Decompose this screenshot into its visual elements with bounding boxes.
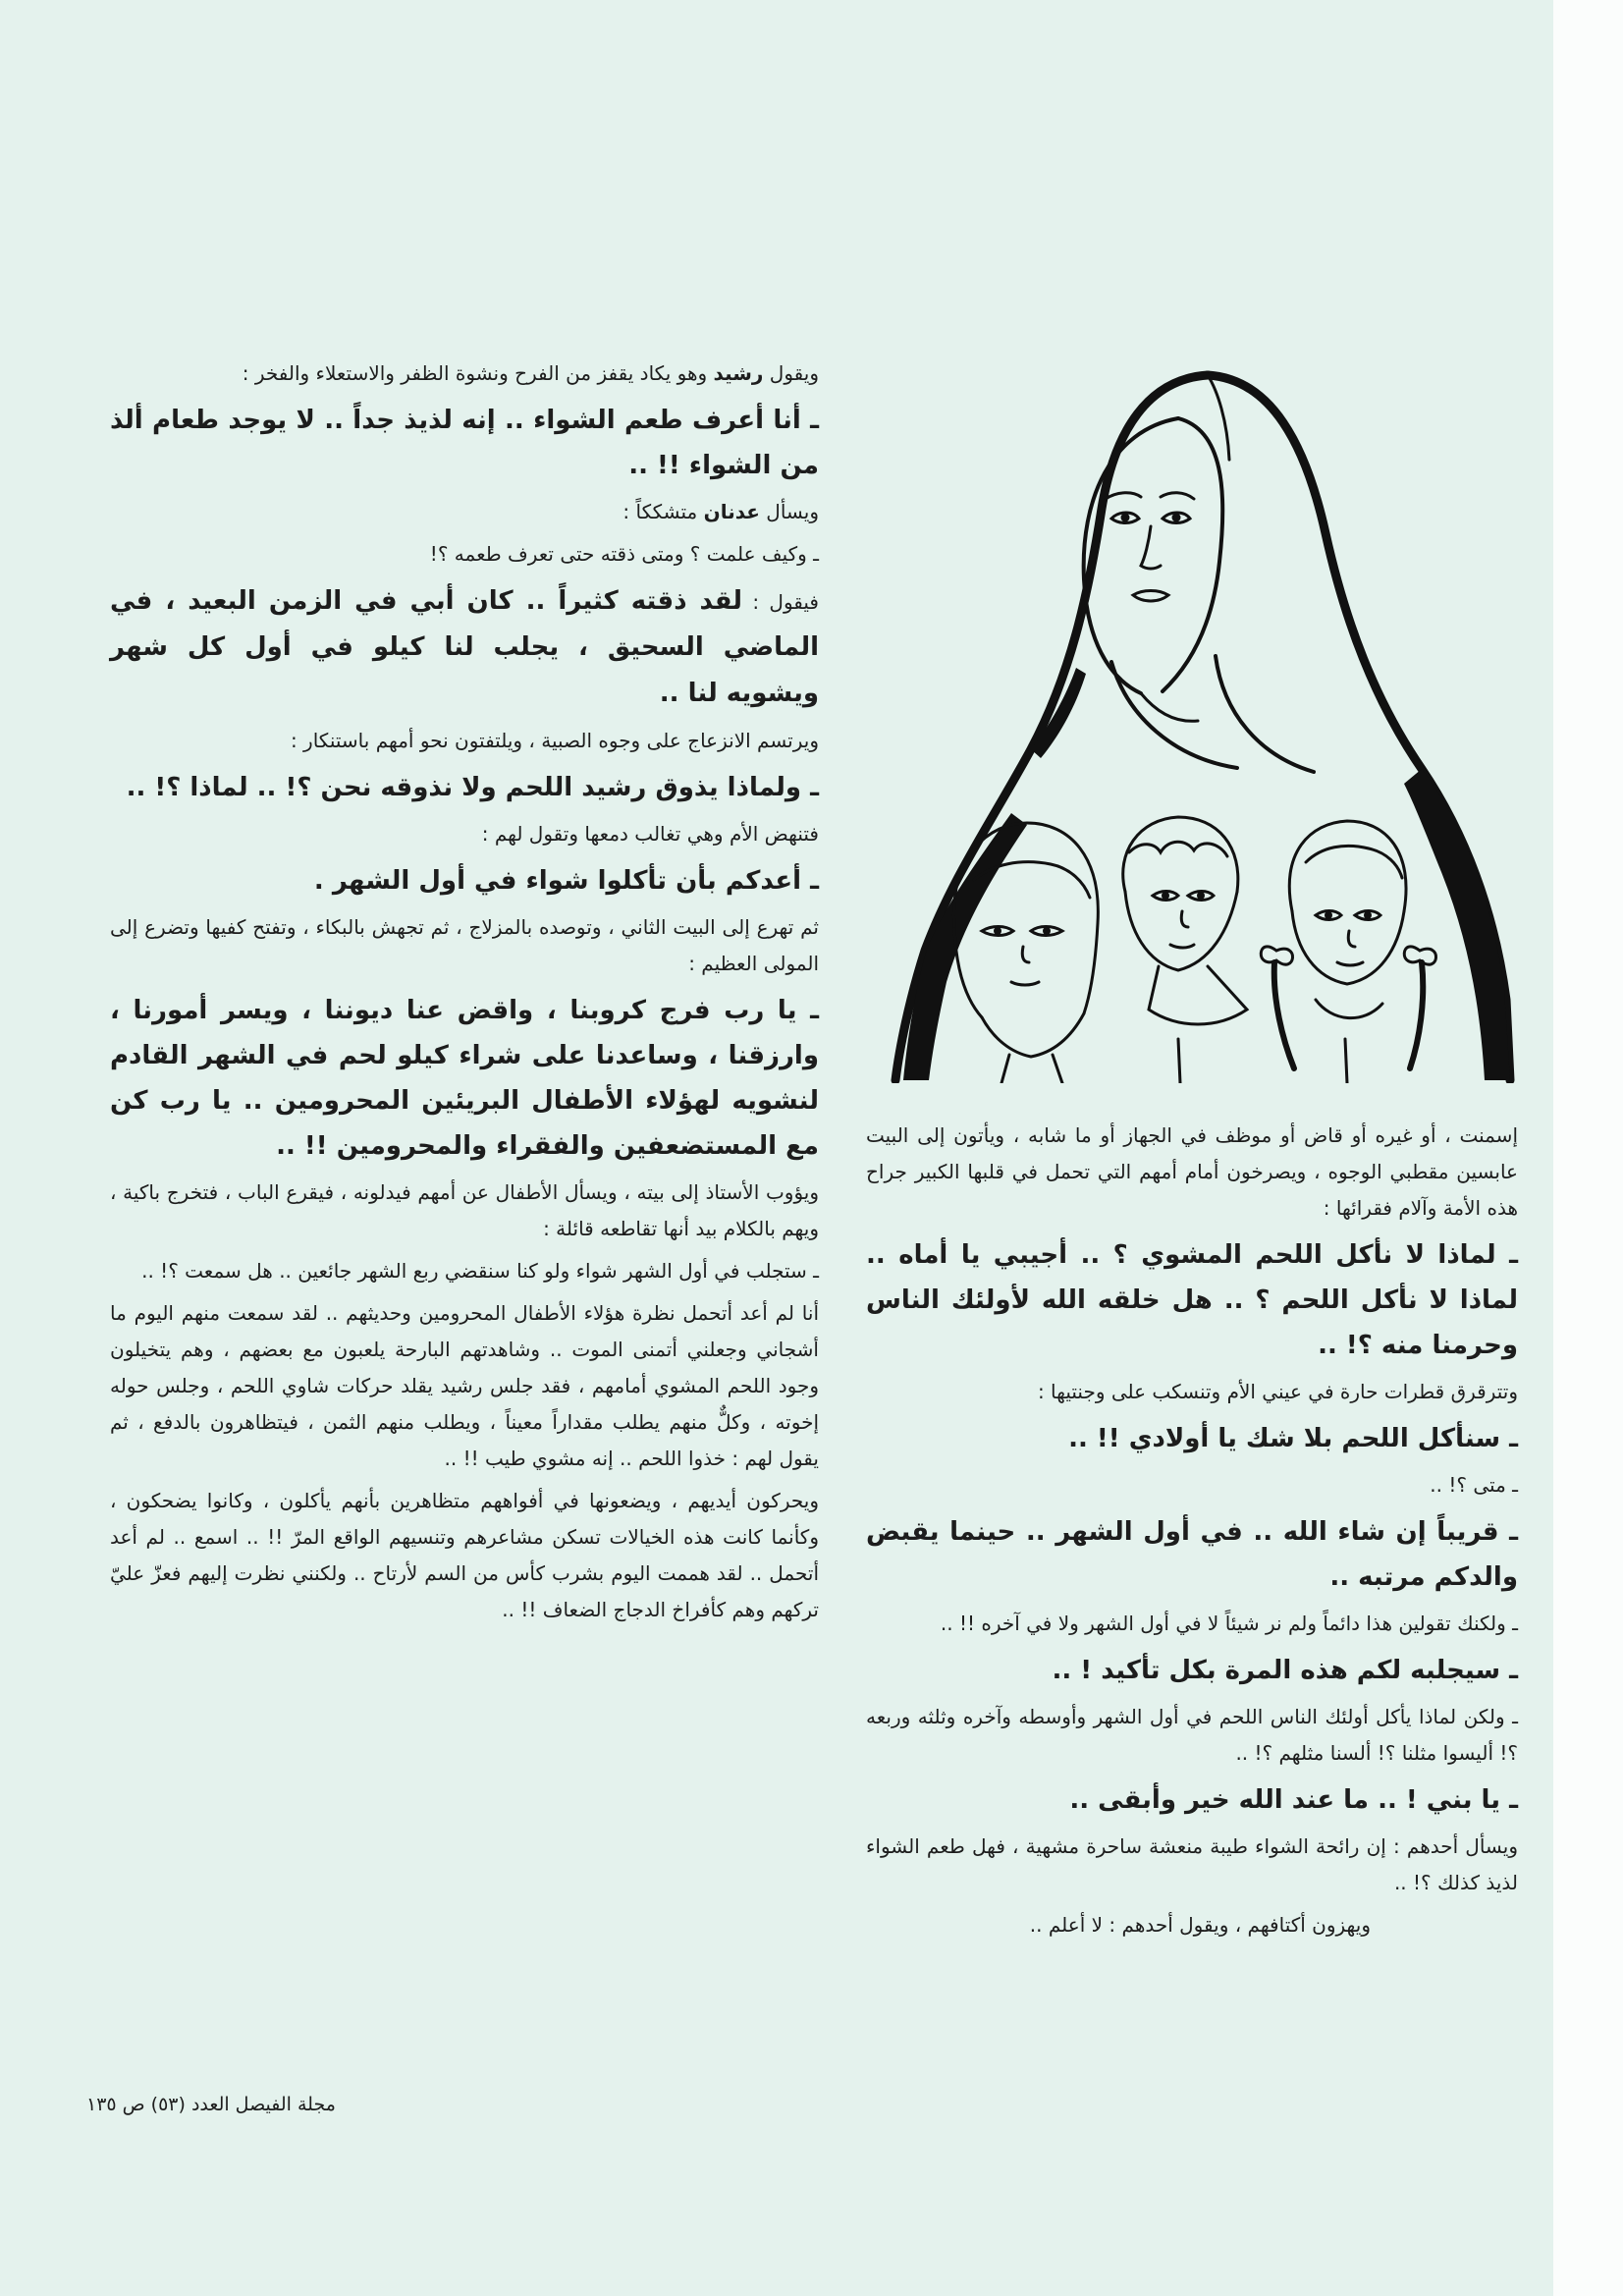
dialogue-line: ـ ولكن لماذا يأكل أولئك الناس اللحم في أول الشهر وأوسطه وآخره وثلثه وربعه ؟! أليسوا مثلنا ؟! ألسنا مثلهم ؟! .. <box>866 1705 1518 1765</box>
text-run: ويقول <box>763 361 819 385</box>
character-name: عدنان <box>703 500 760 523</box>
child-left <box>953 823 1098 1083</box>
text-run: فيقول : <box>742 590 819 614</box>
paragraph: ويحركون أيديهم ، ويضعونها في أفواههم متظاهرين بأنهم يأكلون ، وكانوا يضحكون ، وكأنما كانت هذه الخيالات تسكن مشاعرهم وتنسيهم الواقع المرّ !! .. اسمع .. لم أعد أتحمل .. لقد هممت اليوم بشرب كأس من السم لأرتاح .. ولكنني نظرت إليهم فعزّ عليّ تركهم وهم كأفراخ الدجاج الضعاف !! .. <box>110 1489 819 1621</box>
dialogue-run: لقد ذقته كثيراً .. كان أبي في الزمن البعيد ، في الماضي السحيق ، يجلب لنا كيلو في أول كل شهر ويشويه لنا .. <box>110 586 819 708</box>
paragraph <box>110 494 819 530</box>
dialogue-line: ـ ولكنك تقولين هذا دائماً ولم نر شيئاً لا في أول الشهر ولا في آخره !! .. <box>940 1612 1518 1635</box>
dialogue-line: ـ وكيف علمت ؟ ومتى ذقته حتى تعرف طعمه ؟! <box>429 542 819 566</box>
text-run: ويسأل <box>759 500 819 523</box>
dialogue-line: ـ سنأكل اللحم بلا شك يا أولادي !! .. <box>1068 1424 1518 1453</box>
paragraph: ويسأل أحدهم : إن رائحة الشواء طيبة منعشة ساحرة مشهية ، فهل طعم الشواء لذيذ كذلك ؟! .. <box>866 1834 1518 1894</box>
child-right <box>1261 821 1435 1083</box>
dialogue-line: ـ أعدكم بأن تأكلوا شواء في أول الشهر . <box>313 866 819 896</box>
dialogue-line: ـ لماذا لا نأكل اللحم المشوي ؟ .. أجيبي يا أماه .. لماذا لا نأكل اللحم ؟ .. هل خلقه الله لأولئك الناس وحرمنا منه ؟! .. <box>866 1240 1518 1360</box>
veil-outline <box>895 375 1510 1080</box>
dialogue-line: ـ يا بني ! .. ما عند الله خير وأبقى .. <box>1069 1785 1518 1815</box>
paragraph: إسمنت ، أو غيره أو قاض أو موظف في الجهاز أو ما شابه ، ويأتون إلى البيت عابسين مقطبي الوجوه ، ويصرخون أمام أمهم التي تحمل في قلبها الكبير جراح هذه الأمة وآلام فقرائها : <box>866 1123 1518 1220</box>
paragraph: وتترقرق قطرات حارة في عيني الأم وتنسكب على وجنتيها : <box>1037 1380 1518 1403</box>
dialogue-line: ـ أنا أعرف طعم الشواء .. إنه لذيذ جداً .. لا يوجد طعام ألذ من الشواء !! .. <box>110 406 819 480</box>
paragraph: فتنهض الأم وهي تغالب دمعها وتقول لهم : <box>481 822 819 846</box>
dialogue-line: ـ ولماذا يذوق رشيد اللحم ولا نذوقه نحن ؟! .. لماذا ؟! .. <box>126 773 819 802</box>
paragraph <box>110 355 819 392</box>
paragraph: أنا لم أعد أتحمل نظرة هؤلاء الأطفال المحرومين وحديثهم .. لقد سمعت منهم اليوم ما أشجاني وجعلني أتمنى الموت .. وشاهدتهم البارحة يلعبون مع بعضهم ، وهم يتخيلون وجود اللحم المشوي أمامهم ، فقد جلس رشيد يقلد حركات شاوي اللحم ، وجلس حوله إخوته ، وكلٌّ منهم يطلب مقداراً معيناً ، ويطلب منهم الثمن ، فيتظاهرون بالدفع ، ثم يقول لهم : خذوا اللحم .. إنه مشوي طيب !! .. <box>110 1301 819 1470</box>
paragraph: ويؤوب الأستاذ إلى بيته ، ويسأل الأطفال عن أمهم فيدلونه ، فيقرع الباب ، فتخرج باكية ، ويهم بالكلام بيد أنها تقاطعه قائلة : <box>110 1180 819 1240</box>
paragraph: ويرتسم الانزعاج على وجوه الصبية ، ويلتفتون نحو أمهم باستنكار : <box>290 729 819 752</box>
dialogue-line: ـ يا رب فرج كروبنا ، واقض عنا ديوننا ، ويسر أمورنا ، وارزقنا ، وساعدنا على شراء كيلو لحم في الشهر القادم لنشويه لهؤلاء الأطفال البريئين المحرومين .. يا رب كن مع المستضعفين والفقراء والمحرومين !! .. <box>110 996 819 1161</box>
mother-face <box>1106 493 1194 601</box>
text-run: وهو يكاد يقفز من الفرح ونشوة الظفر والاستعلاء والفخر : <box>242 361 714 385</box>
dialogue-line: ـ ستجلب في أول الشهر شواء ولو كنا سنقضي ربع الشهر جائعين .. هل سمعت ؟! .. <box>141 1259 819 1283</box>
left-column <box>110 355 819 1634</box>
character-name: رشيد <box>713 361 764 385</box>
paragraph: ويهزون أكتافهم ، ويقول أحدهم : لا أعلم .. <box>1029 1913 1371 1937</box>
dialogue-line: ـ سيجلبه لكم هذه المرة بكل تأكيد ! .. <box>1052 1656 1518 1685</box>
mother-children-illustration <box>884 361 1517 1083</box>
right-column <box>866 1118 1518 1949</box>
page-footer-citation: مجلة الفيصل العدد (٥٣) ص ١٣٥ <box>86 2094 336 2115</box>
paragraph <box>110 578 819 717</box>
dialogue-line: ـ متى ؟! .. <box>1430 1473 1518 1497</box>
text-run: متشككاً : <box>622 500 704 523</box>
dialogue-line: ـ قريباً إن شاء الله .. في أول الشهر .. حينما يقبض والدكم مرتبه .. <box>866 1517 1518 1592</box>
child-middle <box>1123 817 1247 1083</box>
paragraph: ثم تهرع إلى البيت الثاني ، وتوصده بالمزلاج ، ثم تجهش بالبكاء ، وتفتح كفيها وتضرع إلى المولى العظيم : <box>110 915 819 975</box>
